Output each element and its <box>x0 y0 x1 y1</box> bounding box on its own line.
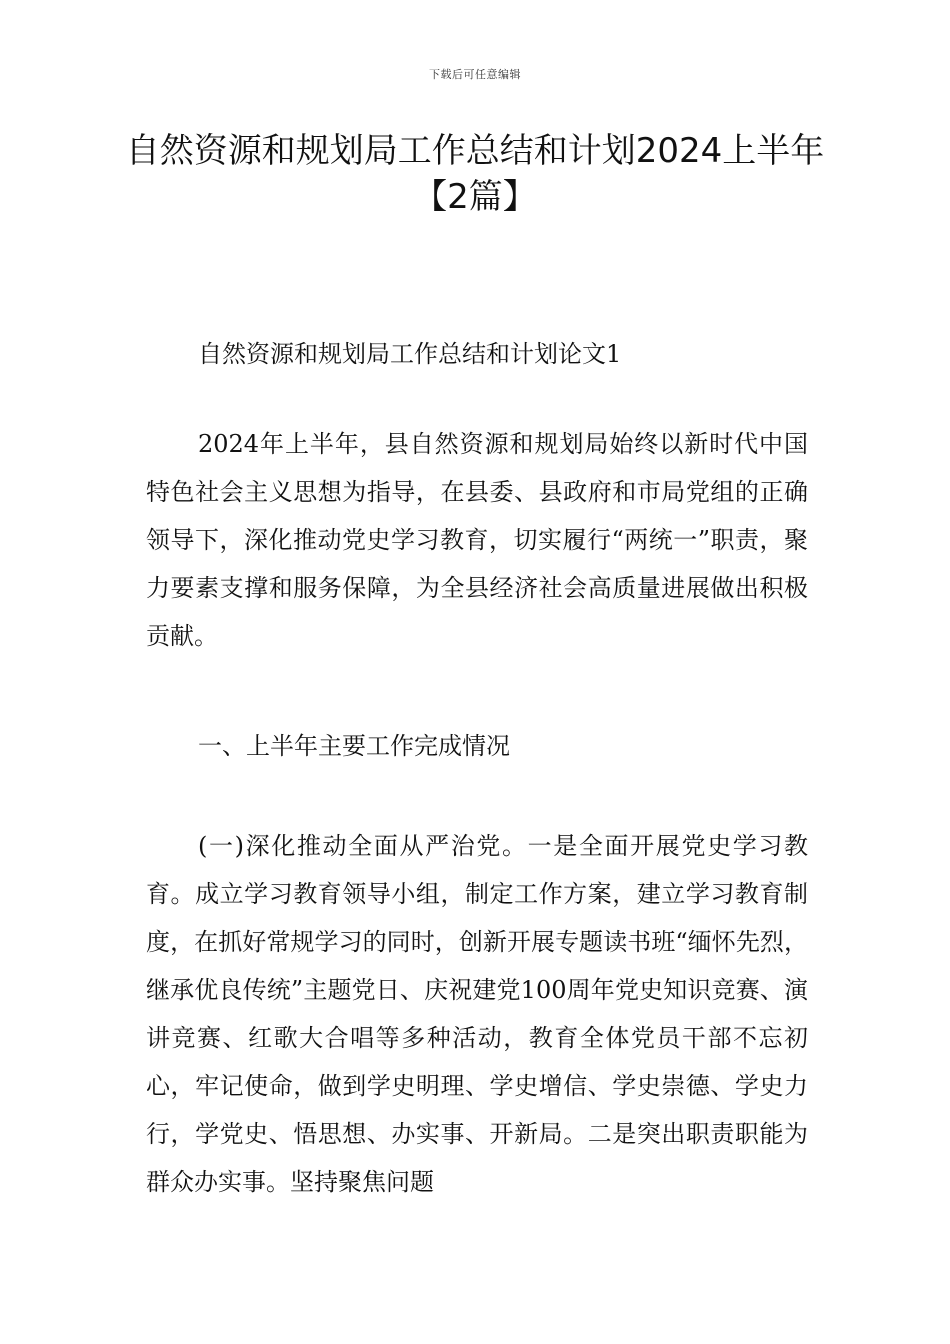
section-heading: 一、上半年主要工作完成情况 <box>198 732 510 760</box>
header-note: 下载后可任意编辑 <box>429 68 521 81</box>
paragraph-section-1: (一)深化推动全面从严治党。一是全面开展党史学习教育。成立学习教育领导小组，制定工作方案，建立学习教育制度，在抓好常规学习的同时，创新开展专题读书班“缅怀先烈，继承优良传统”主题党日、庆祝建党100周年党史知识竞赛、演讲竞赛、红歌大合唱等多种活动，教育全体党员干部不忘初心，牢记使命，做到学史明理、学史增信、学史崇德、学史力行，学党史、悟思想、办实事、开新局。二是突出职责职能为群众办实事。坚持聚焦问题 <box>146 832 808 1196</box>
article-subtitle: 自然资源和规划局工作总结和计划论文1 <box>198 340 622 368</box>
document-title: 自然资源和规划局工作总结和计划2024上半年【2篇】 <box>125 131 825 217</box>
paragraph-intro: 2024年上半年，县自然资源和规划局始终以新时代中国特色社会主义思想为指导，在县委、县政府和市局党组的正确领导下，深化推动党史学习教育，切实履行“两统一”职责，聚力要素支撑和服务保障，为全县经济社会高质量进展做出积极贡献。 <box>146 430 808 650</box>
